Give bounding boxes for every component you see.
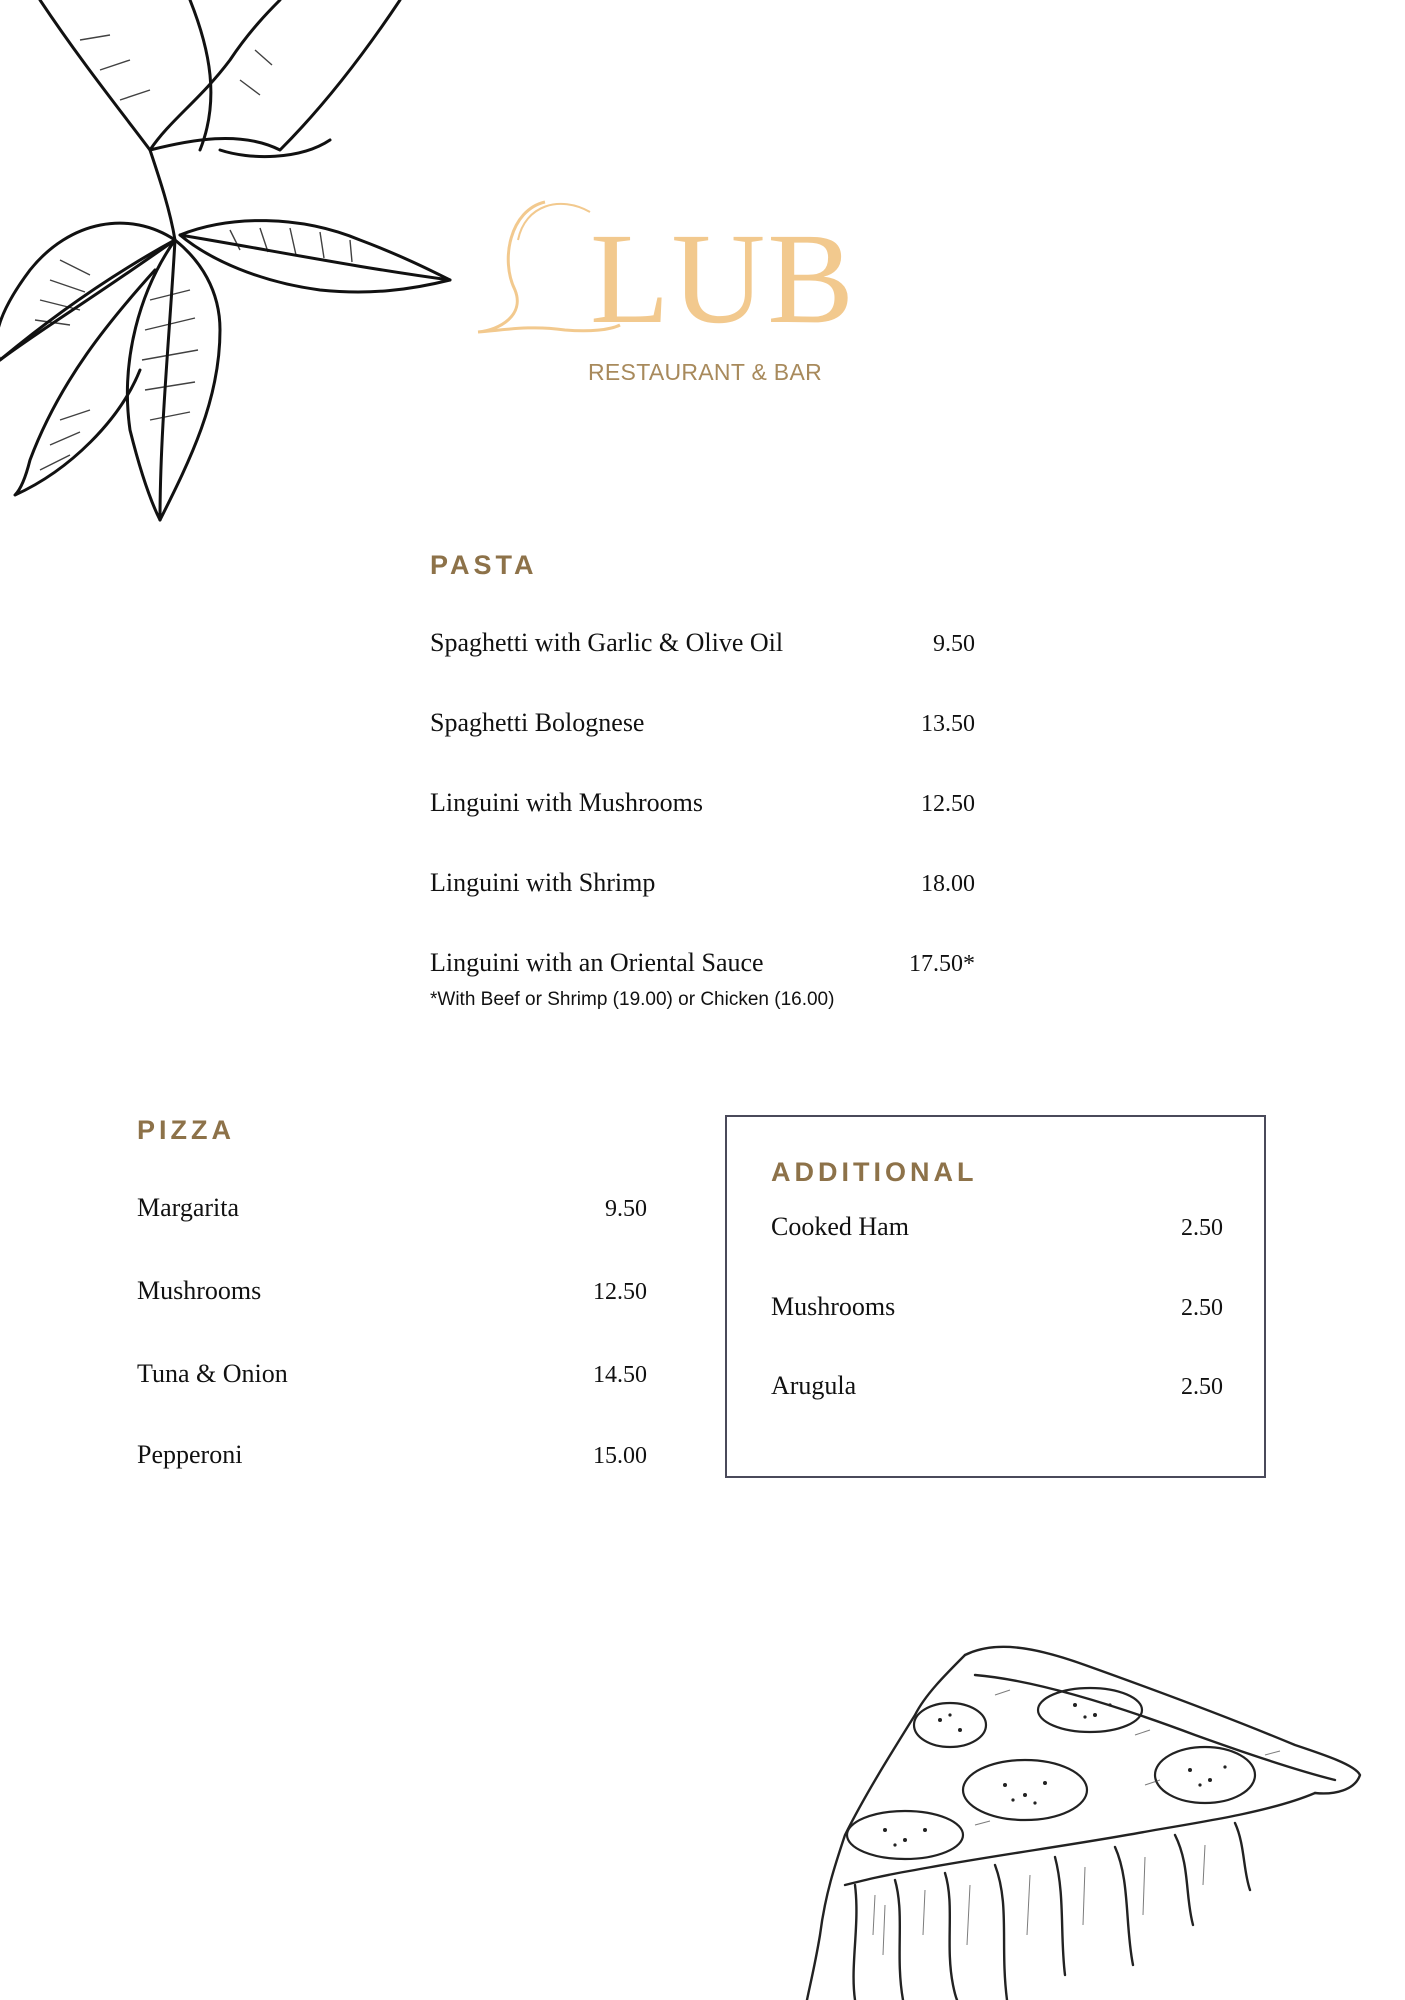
item-name: Arugula bbox=[771, 1371, 857, 1400]
item-name: Tuna & Onion bbox=[137, 1359, 288, 1388]
item-price: 12.50 bbox=[593, 1279, 647, 1305]
menu-item bbox=[137, 1193, 647, 1223]
item-name: Pepperoni bbox=[137, 1440, 243, 1469]
additional-title: ADDITIONAL bbox=[771, 1157, 978, 1187]
item-name: Spaghetti with Garlic & Olive Oil bbox=[430, 628, 784, 657]
item-name: Linguini with Shrimp bbox=[430, 868, 656, 897]
pasta-note: *With Beef or Shrimp (19.00) or Chicken (16.00) bbox=[430, 989, 835, 1010]
item-price: 14.50 bbox=[593, 1362, 647, 1388]
pasta-title: PASTA bbox=[430, 550, 538, 580]
menu-item bbox=[771, 1292, 1223, 1322]
svg-text:LUB: LUB bbox=[590, 207, 856, 340]
item-price: 17.50* bbox=[909, 951, 975, 977]
club-logo bbox=[470, 190, 920, 340]
item-price: 13.50 bbox=[921, 711, 975, 737]
menu-item bbox=[771, 1212, 1223, 1242]
menu-item bbox=[137, 1276, 647, 1306]
pepperoni-pizza-slice-illustration bbox=[795, 1635, 1365, 2000]
item-name: Cooked Ham bbox=[771, 1212, 909, 1241]
item-price: 9.50 bbox=[933, 631, 975, 657]
item-name: Margarita bbox=[137, 1193, 240, 1222]
basil-leaves-illustration bbox=[0, 0, 460, 530]
menu-item bbox=[430, 868, 975, 898]
item-price: 2.50 bbox=[1181, 1295, 1223, 1321]
menu-item bbox=[430, 948, 975, 978]
item-name: Spaghetti Bolognese bbox=[430, 708, 645, 737]
menu-item bbox=[430, 628, 975, 658]
item-price: 2.50 bbox=[1181, 1215, 1223, 1241]
item-price: 15.00 bbox=[593, 1443, 647, 1469]
item-name: Linguini with Mushrooms bbox=[430, 788, 704, 817]
menu-item bbox=[771, 1371, 1223, 1401]
item-name: Mushrooms bbox=[771, 1292, 896, 1321]
tagline: RESTAURANT & BAR bbox=[588, 359, 822, 385]
menu-item bbox=[430, 788, 975, 818]
item-price: 9.50 bbox=[605, 1196, 647, 1222]
item-name: Linguini with an Oriental Sauce bbox=[430, 948, 764, 977]
pizza-title: PIZZA bbox=[137, 1115, 235, 1145]
item-name: Mushrooms bbox=[137, 1276, 262, 1305]
menu-item bbox=[137, 1359, 647, 1389]
menu-item bbox=[430, 708, 975, 738]
item-price: 12.50 bbox=[921, 791, 975, 817]
item-price: 18.00 bbox=[921, 871, 975, 897]
item-price: 2.50 bbox=[1181, 1374, 1223, 1400]
menu-item bbox=[137, 1440, 647, 1470]
